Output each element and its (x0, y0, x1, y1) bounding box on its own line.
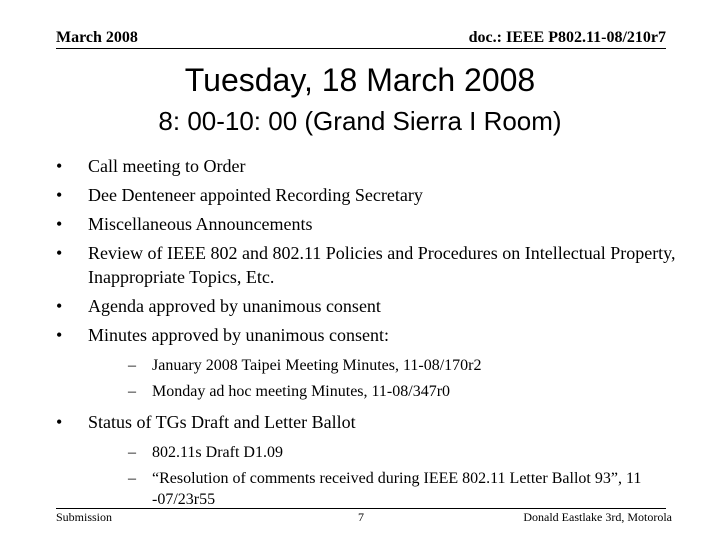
slide-title: Tuesday, 18 March 2008 (184, 62, 536, 98)
bullet-icon: • (56, 243, 63, 263)
dash-icon: – (128, 383, 136, 400)
agenda-item-text: Call meeting to Order (88, 156, 246, 176)
bullet-icon: • (56, 296, 63, 316)
agenda-item-text: Dee Denteneer appointed Recording Secretary (88, 185, 423, 205)
agenda-item (56, 212, 676, 236)
agenda-item (56, 241, 676, 289)
agenda-item (56, 323, 676, 402)
dash-icon: – (128, 444, 136, 461)
agenda-item-text: Agenda approved by unanimous consent (88, 296, 381, 316)
agenda-subitem (88, 355, 676, 376)
bullet-icon: • (56, 412, 63, 432)
agenda-item (56, 294, 676, 318)
footer-divider (56, 508, 666, 509)
bullet-icon: • (56, 214, 63, 234)
header-doc-id: doc.: IEEE P802.11-08/210r7 (468, 29, 666, 46)
agenda-subitem (88, 381, 676, 402)
agenda-item-text: Status of TGs Draft and Letter Ballot (88, 412, 356, 432)
agenda-sublist (88, 355, 676, 402)
page-number: 7 (358, 510, 364, 524)
agenda-subitem-text: Monday ad hoc meeting Minutes, 11-08/347r0 (152, 383, 451, 400)
header-date: March 2008 (56, 29, 138, 46)
agenda-list (56, 154, 676, 518)
agenda-item (56, 154, 676, 178)
agenda-item-text: Review of IEEE 802 and 802.11 Policies and Procedures on Intellectual Property, Inappropriate Topics, Etc. (88, 243, 676, 287)
agenda-item (56, 183, 676, 207)
bullet-icon: • (56, 156, 63, 176)
agenda-item-text: Minutes approved by unanimous consent: (88, 325, 389, 345)
bullet-icon: • (56, 185, 63, 205)
slide-subtitle: 8: 00-10: 00 (Grand Sierra I Room) (158, 106, 562, 136)
header-divider (56, 48, 666, 49)
agenda-sublist (88, 442, 676, 510)
agenda-subitem-text: January 2008 Taipei Meeting Minutes, 11-08/170r2 (152, 357, 482, 374)
agenda-subitem-text: “Resolution of comments received during IEEE 802.11 Letter Ballot 93”, 11 -07/23r55 (152, 470, 642, 508)
footer-submission: Submission (56, 510, 113, 524)
agenda-item (56, 410, 676, 510)
agenda-subitem (88, 468, 676, 510)
bullet-icon: • (56, 325, 63, 345)
dash-icon: – (128, 470, 136, 487)
agenda-subitem-text: 802.11s Draft D1.09 (152, 444, 283, 461)
dash-icon: – (128, 357, 136, 374)
agenda-item-text: Miscellaneous Announcements (88, 214, 313, 234)
agenda-subitem (88, 442, 676, 463)
footer-author: Donald Eastlake 3rd, Motorola (523, 510, 672, 524)
